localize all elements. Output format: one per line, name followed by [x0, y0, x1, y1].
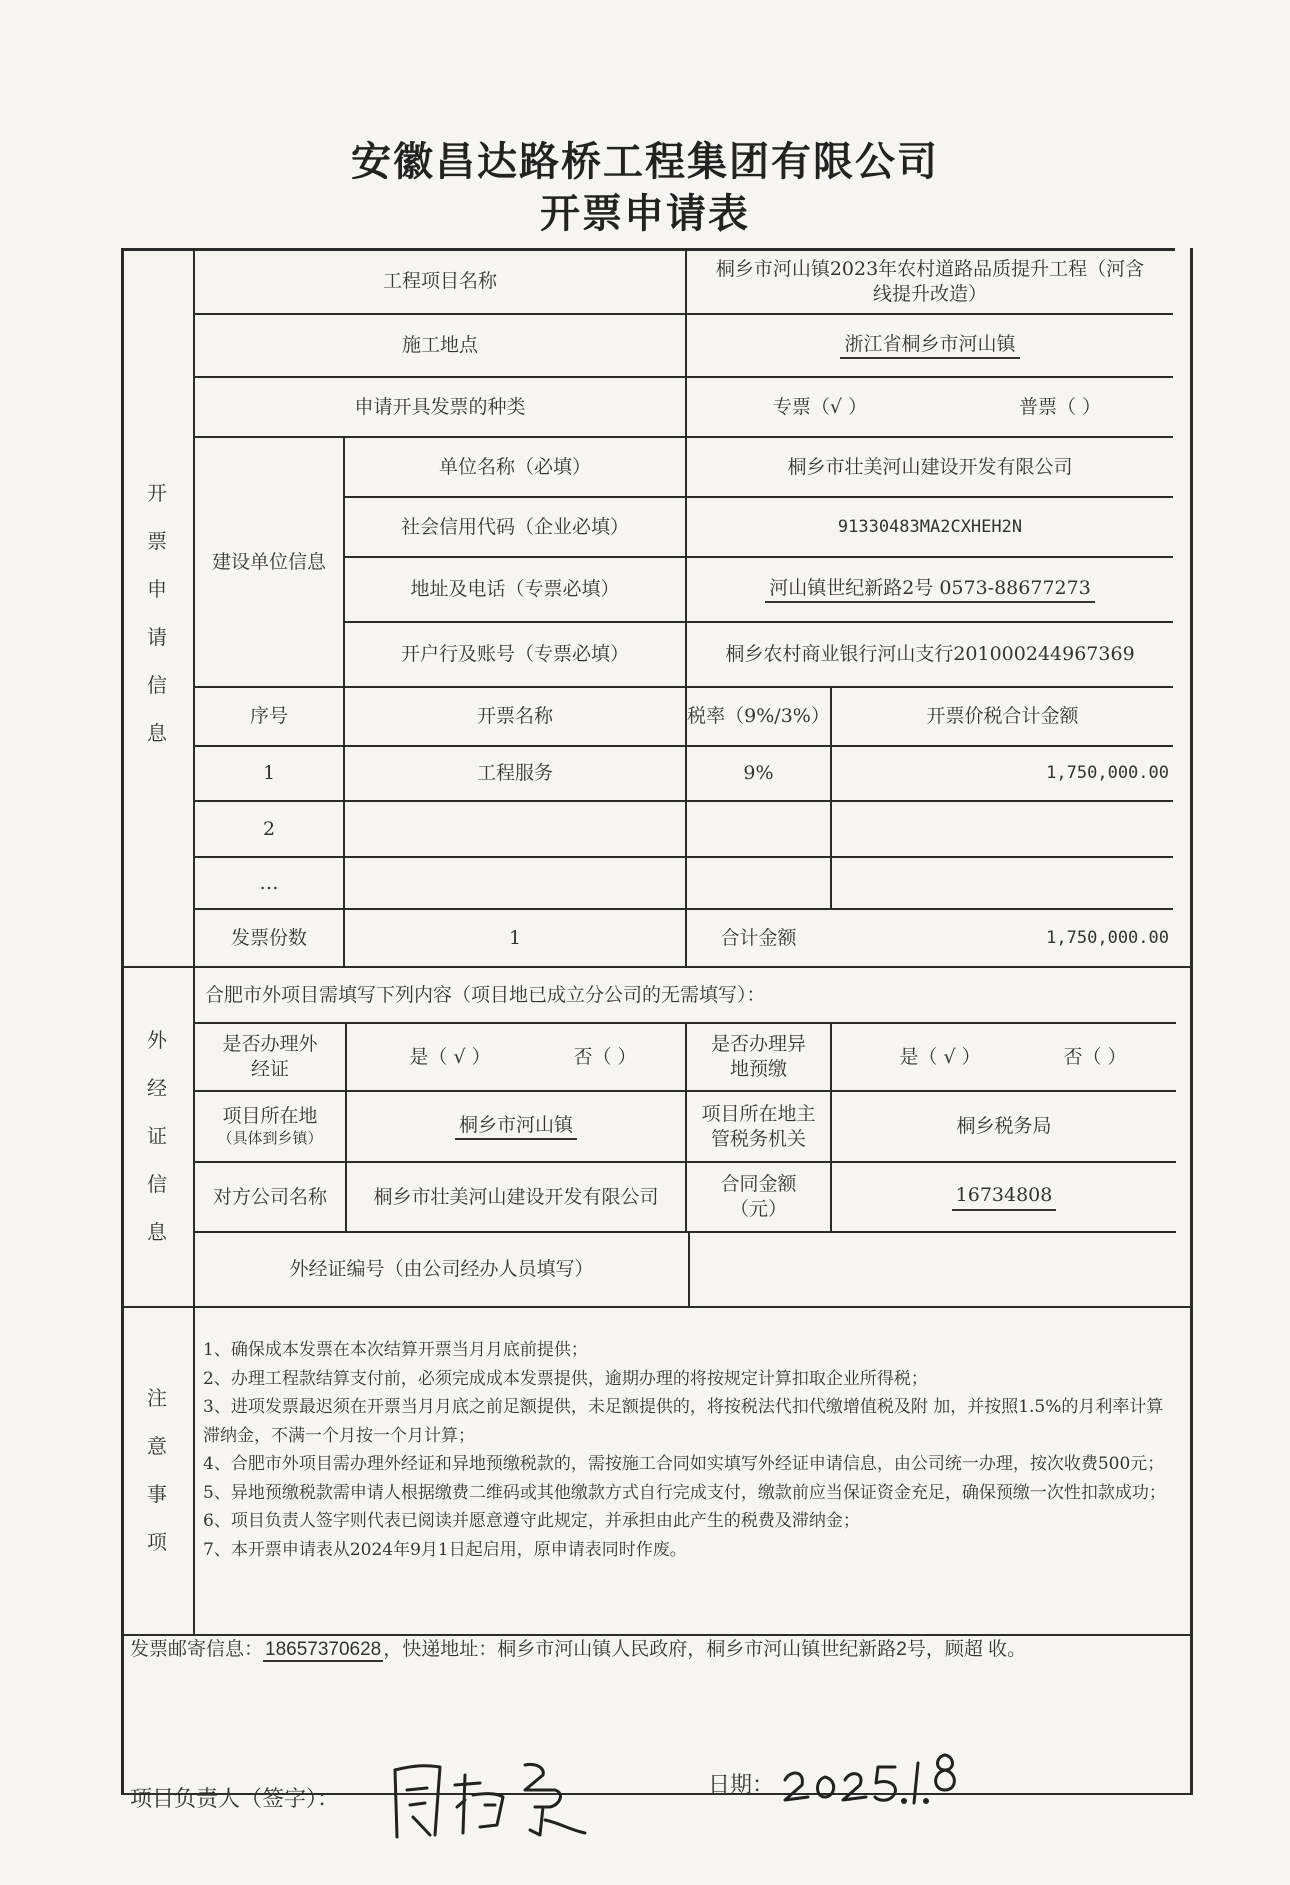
- project-location-value: 桐乡市河山镇: [347, 1092, 685, 1161]
- table-row-1-seq: 1: [262, 762, 276, 785]
- table-border-right: [1190, 248, 1193, 1794]
- table-row-1-amount: 1,750,000.00: [1046, 763, 1169, 784]
- project-name-value: 桐乡市河山镇2023年农村道路品质提升工程（河含线提升改造）: [715, 257, 1145, 305]
- tax-authority-label: 项目所在地主管税务机关: [701, 1102, 816, 1150]
- col-header-amount: 开票价税合计金额: [926, 705, 1079, 728]
- note-item: 1、确保成本发票在本次结算开票当月月底前提供；: [203, 1340, 588, 1360]
- address-phone-value: 河山镇世纪新路2号 0573-88677273: [687, 558, 1173, 621]
- form-title: 开票申请表: [540, 191, 750, 237]
- unit-name-label: 单位名称（必填）: [438, 455, 591, 478]
- contract-amount-value: 16734808: [832, 1163, 1176, 1231]
- permit-number-label: 外经证编号（由公司经办人员填写）: [289, 1258, 594, 1281]
- prepay-yes: 是（ √ ）: [899, 1045, 981, 1068]
- mailing-phone: 18657370628: [265, 1639, 382, 1660]
- mailing-label: 发票邮寄信息：: [130, 1639, 264, 1660]
- mailing-info: [130, 1634, 1026, 1661]
- counterparty-value: 桐乡市壮美河山建设开发有限公司: [373, 1185, 659, 1208]
- project-name-label: 工程项目名称: [382, 270, 497, 293]
- builder-info-label: 建设单位信息: [211, 550, 326, 573]
- site-location-label: 施工地点: [401, 334, 478, 357]
- section-title-invoice: 开 票 申 请 信 息: [147, 480, 167, 745]
- table-row-3-seq: …: [259, 871, 279, 894]
- table-row-1-rate: 9%: [743, 762, 774, 785]
- bank-account-value: 桐乡农村商业银行河山支行201000244967369: [725, 643, 1135, 666]
- note-item: 3、进项发票最迟须在开票当月月底之前足额提供，未足额提供的，将按税法代扣代缴增值税及附 加，并按照1.5%的月利率计算滞纳金，不满一个月按一个月计算；: [203, 1397, 1164, 1446]
- section-line: [121, 1306, 1191, 1308]
- credit-code-label: 社会信用代码（企业必填）: [400, 515, 629, 538]
- total-amount-value: 1,750,000.00: [1046, 927, 1169, 948]
- total-amount-label: 合计金额: [720, 926, 797, 949]
- permit-instruction: 合肥市外项目需填写下列内容（项目地已成立分公司的无需填写）：: [205, 983, 766, 1006]
- permit-required-label: 是否办理外经证: [222, 1033, 318, 1080]
- col-header-seq: 序号: [249, 705, 288, 728]
- credit-code-value: 91330483MA2CXHEH2N: [837, 516, 1023, 537]
- mailing-address: 桐乡市河山镇人民政府，桐乡市河山镇世纪新路2号，顾超 收。: [497, 1639, 1027, 1660]
- note-item: 7、本开票申请表从2024年9月1日起启用，原申请表同时作废。: [203, 1539, 687, 1560]
- section-title-permit: 外 经 证 信 息: [147, 1028, 167, 1244]
- project-location-label: 项目所在地 （具体到乡镇）: [217, 1105, 323, 1148]
- signer-label: 项目负责人（签字）：: [130, 1786, 340, 1811]
- bank-account-label: 开户行及账号（专票必填）: [400, 643, 629, 666]
- invoice-count-label: 发票份数: [230, 926, 307, 949]
- date-handwritten: [780, 1745, 960, 1815]
- permit-yes: 是（ √ ）: [409, 1045, 491, 1068]
- site-location-value: 浙江省桐乡市河山镇: [687, 315, 1173, 376]
- date-label: 日期：: [708, 1772, 775, 1797]
- prepay-no: 否（ ）: [1063, 1045, 1127, 1068]
- address-phone-label: 地址及电话（专票必填）: [410, 578, 620, 601]
- contract-amount-label: 合同金额（元）: [720, 1173, 797, 1220]
- tax-authority-value: 桐乡税务局: [956, 1115, 1052, 1138]
- signature-image: [385, 1745, 615, 1845]
- counterparty-label: 对方公司名称: [212, 1185, 327, 1208]
- mailing-sep: ，快递地址：: [383, 1639, 498, 1660]
- col-line: [688, 1231, 690, 1306]
- col-header-invoice-name: 开票名称: [476, 705, 553, 728]
- invoice-count-value: 1: [508, 926, 522, 949]
- note-item: 6、项目负责人签字则代表已阅读并愿意遵守此规定，并承担由此产生的税费及滞纳金；: [203, 1511, 860, 1531]
- col-header-tax-rate: 税率（9%/3%）: [687, 705, 830, 728]
- permit-no: 否（ ）: [573, 1045, 637, 1068]
- table-row-1-name: 工程服务: [476, 762, 553, 785]
- table-row-2-seq: 2: [262, 817, 276, 840]
- prepay-required-label: 是否办理异地预缴: [710, 1033, 806, 1080]
- invoice-type-label: 申请开具发票的种类: [354, 395, 526, 418]
- section-title-notes: 注 意 事 项: [147, 1386, 167, 1554]
- company-name: 安徽昌达路桥工程集团有限公司: [351, 139, 939, 185]
- notes-list: [203, 1336, 1171, 1564]
- note-item: 4、合肥市外项目需办理外经证和异地预缴税款的，需按施工合同如实填写外经证申请信息，由公司统一办理，按次收费500元；: [203, 1454, 1165, 1474]
- normal-invoice-option: 普票（ ）: [1018, 395, 1102, 418]
- note-item: 5、异地预缴税款需申请人根据缴费二维码或其他缴款方式自行完成支付，缴款前应当保证资金充足，确保预缴一次性扣款成功；: [203, 1482, 1166, 1503]
- note-item: 2、办理工程款结算支付前，必须完成成本发票提供，逾期办理的将按规定计算扣取企业所得税；: [203, 1368, 928, 1389]
- unit-name-value: 桐乡市壮美河山建设开发有限公司: [787, 455, 1073, 478]
- special-invoice-option: 专票（√ ）: [772, 395, 868, 418]
